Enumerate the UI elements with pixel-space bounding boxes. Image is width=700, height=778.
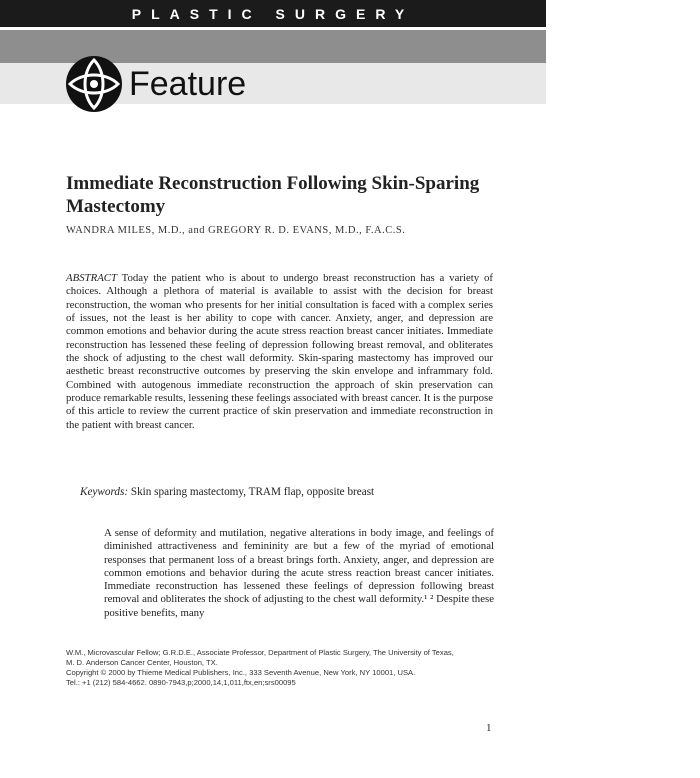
footnote-line: W.M., Microvascular Fellow; G.R.D.E., Associate Professor, Department of Plastic Surgery, The University of Texas,	[66, 648, 454, 657]
article-title: Immediate Reconstruction Following Skin-Sparing Mastectomy	[66, 173, 480, 217]
body-paragraph: A sense of deformity and mutilation, negative alterations in body image, and feelings of diminished attractiveness and femininity are but a few of the myriad of emotional responses that permanent loss of a breast brings forth. Anxiety, anger, and depression are common emotions and behavior during the acute stress reaction breast cancer initiates. Immediate reconstruction has lessened these feelings of depression following breast removal and obliterates the shock of adjusting to the chest wall deformity.¹ ² Despite these positive benefits, many	[104, 527, 494, 619]
abstract	[66, 272, 493, 432]
article-authors: WANDRA MILES, M.D., and GREGORY R. D. EVANS, M.D., F.A.C.S.	[66, 225, 406, 236]
keywords-text: Skin sparing mastectomy, TRAM flap, opposite breast	[130, 486, 375, 498]
footnote-line: M. D. Anderson Cancer Center, Houston, TX.	[66, 658, 218, 667]
footnote-line: Tel.: +1 (212) 584-4662. 0890-7943,p;2000,14,1,011,ftx,en;srs00095	[66, 678, 296, 687]
keywords-label: Keywords:	[80, 486, 129, 498]
abstract-label: ABSTRACT	[66, 272, 117, 284]
journal-name: PLASTIC SURGERY	[131, 5, 415, 22]
keywords	[80, 486, 500, 498]
page-number: 1	[486, 722, 492, 734]
footnote-line: Copyright © 2000 by Thieme Medical Publishers, Inc., 333 Seventh Avenue, New York, NY 10001, USA.	[66, 668, 416, 677]
section-label: Feature	[129, 65, 247, 103]
abstract-text: Today the patient who is about to undergo breast reconstruction has a variety of choices. Although a plethora of material is available to assist with the decision for breast reconstruction, the woman who presents for her initial consultation is faced with a complex series of issues, not the least is her ability to cope with cancer. Anxiety, anger, and depression are common emotions and behavior during the acute stress reaction breast cancer initiates. Immediate reconstruction has lessened these feeling of depression following breast removal, and obliterates the shock of adjusting to the chest wall deformity. Skin-sparing mastectomy has improved our aesthetic breast reconstructive outcomes by preserving the skin envelope and inframmary fold. Combined with autogenous immediate reconstruction the approach of skin preservation can produce remarkable results, lessening these feelings associated with breast cancer. It is the purpose of this article to review the current practice of skin preservation and immediate reconstruction in the patient with breast cancer.	[66, 272, 493, 431]
journal-logo-icon	[64, 54, 124, 114]
journal-header-bar	[0, 0, 546, 27]
footnote	[66, 648, 496, 688]
